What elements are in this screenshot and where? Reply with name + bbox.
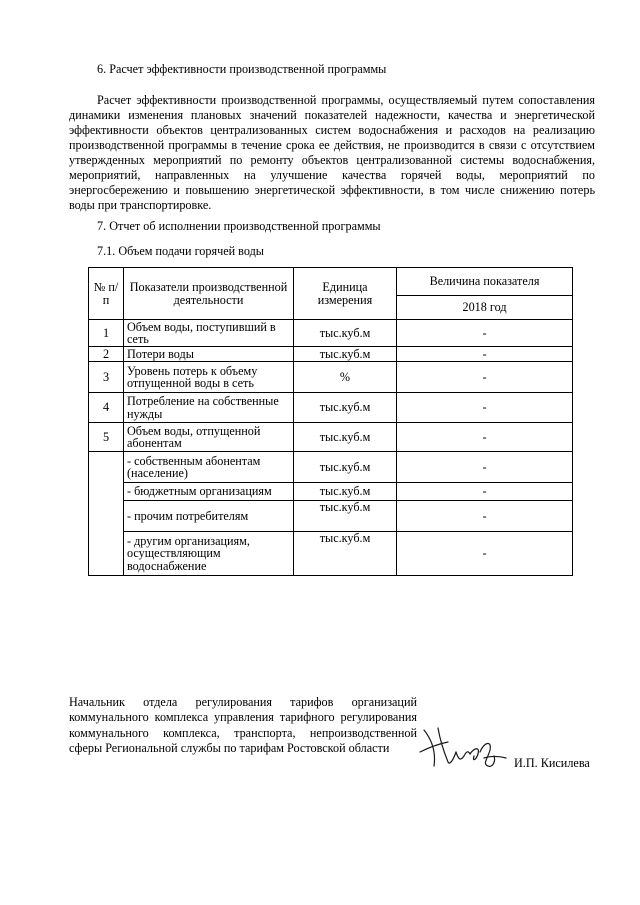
row-value: -: [397, 501, 573, 532]
row-value: -: [397, 532, 573, 576]
header-year: 2018 год: [397, 296, 573, 320]
section-6-paragraph: Расчет эффективности производственной программы, осуществляемый путем сопоставления динамики изменения плановых значений показателей надежности, качества и энергетической эффективности объектов централизованных систем водоснабжения и расходов на реализацию производственной программы в течение срока ее действия, не производится в связи с отсутствием утвержденных мероприятий по ремонту объектов централизованной системы водоснабжения, мероприятий, направленных на улучшение качества горячей воды, мероприятий по энергосбережению и повышению энергетической эффективности, в том числе снижению потерь воды при транспортировке.: [69, 93, 595, 212]
row-value: -: [397, 362, 573, 393]
row-unit: тыс.куб.м: [294, 483, 397, 501]
section-7-1-heading: 7.1. Объем подачи горячей воды: [97, 244, 264, 258]
signatory-title: Начальник отдела регулирования тарифов организаций коммунального комплекса управления тарифного регулирования коммунального комплекса, транспорта, непроизводственной сферы Региональной службы по тарифам Ростовской области: [69, 695, 417, 756]
row-value: -: [397, 320, 573, 347]
row-num: 1: [89, 320, 124, 347]
row-indicator: - прочим потребителям: [124, 501, 294, 532]
table-row: [89, 501, 573, 532]
header-unit: Единица измерения: [294, 268, 397, 320]
row-indicator: - другим организациям, осуществляющим водоснабжение: [124, 532, 294, 576]
row-indicator: Объем воды, отпущенной абонентам: [124, 423, 294, 452]
row-indicator: Потери воды: [124, 347, 294, 362]
row-value: -: [397, 423, 573, 452]
row-indicator: Потребление на собственные нужды: [124, 393, 294, 423]
row-indicator: - собственным абонентам (население): [124, 452, 294, 483]
table-row: [89, 393, 573, 423]
row-num: 5: [89, 423, 124, 452]
row-value: -: [397, 483, 573, 501]
header-num: № п/п: [89, 268, 124, 320]
row-unit: тыс.куб.м: [294, 532, 397, 576]
table-row: [89, 483, 573, 501]
row-unit: тыс.куб.м: [294, 320, 397, 347]
table-row: [89, 347, 573, 362]
section-7-heading: 7. Отчет об исполнении производственной программы: [97, 219, 381, 233]
row-unit: тыс.куб.м: [294, 501, 397, 532]
hot-water-volume-table: [88, 267, 573, 576]
handwritten-signature-icon: [418, 722, 510, 774]
row-value: -: [397, 347, 573, 362]
section-6-heading: 6. Расчет эффективности производственной программы: [97, 62, 387, 76]
row-num-empty: [89, 452, 124, 576]
row-value: -: [397, 452, 573, 483]
row-value: -: [397, 393, 573, 423]
table-row: [89, 452, 573, 483]
table-header-row: [89, 268, 573, 296]
header-indicator: Показатели производственной деятельности: [124, 268, 294, 320]
signatory-name: И.П. Кисилева: [514, 756, 590, 770]
row-unit: %: [294, 362, 397, 393]
row-num: 4: [89, 393, 124, 423]
header-value: Величина показателя: [397, 268, 573, 296]
table-row: [89, 423, 573, 452]
table-row: [89, 320, 573, 347]
row-indicator: - бюджетным организациям: [124, 483, 294, 501]
row-indicator: Уровень потерь к объему отпущенной воды в сеть: [124, 362, 294, 393]
row-unit: тыс.куб.м: [294, 393, 397, 423]
row-unit: тыс.куб.м: [294, 423, 397, 452]
row-indicator: Объем воды, поступивший в сеть: [124, 320, 294, 347]
table-row: [89, 362, 573, 393]
table-row: [89, 532, 573, 576]
row-num: 2: [89, 347, 124, 362]
row-unit: тыс.куб.м: [294, 452, 397, 483]
row-num: 3: [89, 362, 124, 393]
row-unit: тыс.куб.м: [294, 347, 397, 362]
